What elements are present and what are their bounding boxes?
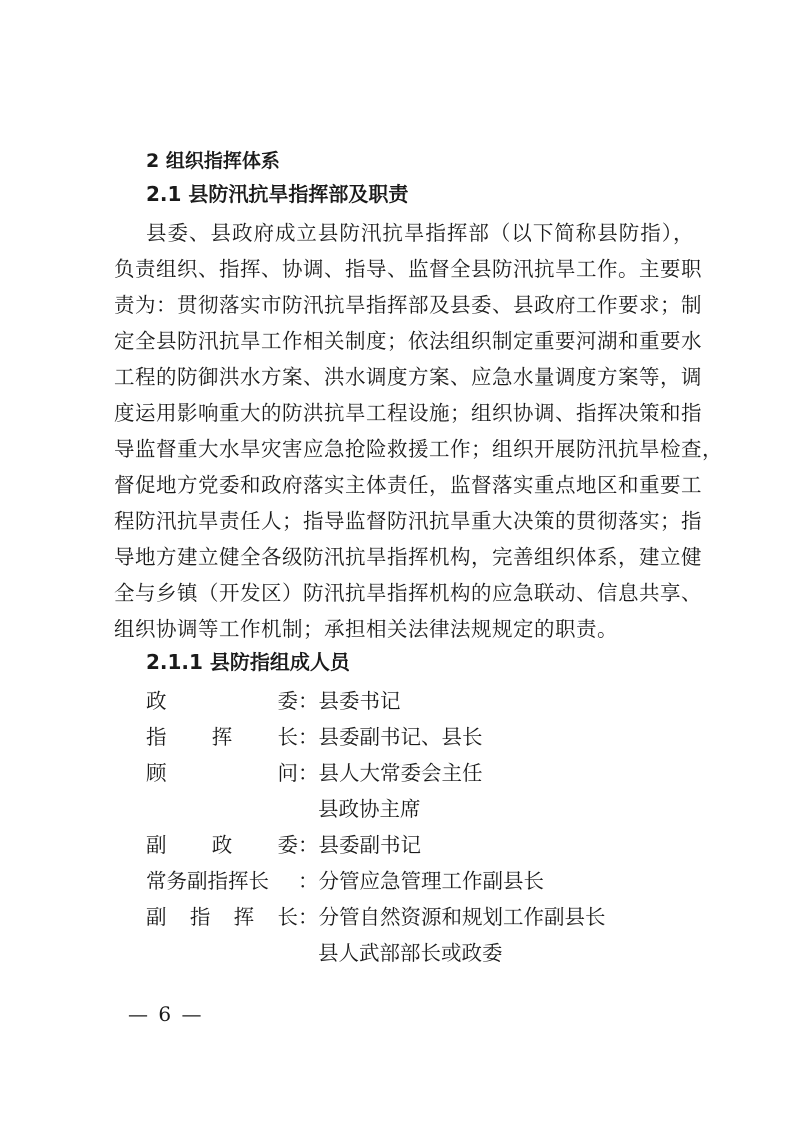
role-char: 长 — [277, 905, 298, 929]
paragraph-line: 度运用影响重大的防洪抗旱工程设施；组织协调、指挥决策和指 — [114, 401, 702, 425]
role-colon: ： — [298, 689, 319, 713]
member-names — [298, 755, 483, 827]
paragraph-line: 组织协调等工作机制；承担相关法律法规规定的职责。 — [114, 617, 618, 641]
paragraph-line: 督促地方党委和政府落实主体责任，监督落实重点地区和重要工 — [114, 473, 702, 497]
paragraph-line: 程防汛抗旱责任人；指导监督防汛抗旱重大决策的贯彻落实；指 — [114, 509, 702, 533]
member-role — [146, 827, 298, 863]
member-names — [298, 683, 401, 719]
member-name: 分管自然资源和规划工作副县长 — [318, 905, 606, 929]
paragraph-line: 工程的防御洪水方案、洪水调度方案、应急水量调度方案等，调 — [114, 365, 702, 389]
member-row-political-commissar — [146, 683, 666, 719]
member-role — [146, 719, 298, 755]
role-colon: ： — [298, 725, 319, 749]
role-char: 顾 — [146, 761, 167, 785]
role-char: 委 — [277, 689, 298, 713]
role-colon: ： — [298, 833, 319, 857]
member-role — [146, 755, 298, 791]
responsibilities-paragraph — [114, 215, 723, 647]
role-char: 挥 — [211, 725, 233, 749]
member-list — [146, 683, 666, 971]
role-char: 常务副指挥长 — [146, 869, 269, 893]
role-char: 挥 — [233, 905, 255, 929]
member-role — [146, 683, 298, 719]
member-row-deputy-political-commissar — [146, 827, 666, 863]
member-name: 县委副书记、县长 — [318, 725, 483, 749]
role-char: 副 — [146, 833, 167, 857]
section-heading: 2 组织指挥体系 — [146, 150, 280, 172]
member-names — [298, 863, 544, 899]
member-row-commander — [146, 719, 666, 755]
members-heading: 2.1.1 县防指组成人员 — [146, 650, 350, 674]
role-colon: ： — [298, 761, 319, 785]
member-name: 县政协主席 — [318, 797, 421, 821]
paragraph-line: 县委、县政府成立县防汛抗旱指挥部（以下简称县防指）， — [146, 221, 694, 245]
member-row-advisor — [146, 755, 666, 827]
member-name: 县委书记 — [318, 689, 401, 713]
role-colon: ： — [298, 905, 319, 929]
subsection-heading: 2.1 县防汛抗旱指挥部及职责 — [146, 182, 409, 206]
member-row-deputy-commander — [146, 899, 666, 971]
paragraph-line: 责为：贯彻落实市防汛抗旱指挥部及县委、县政府工作要求；制 — [114, 293, 702, 317]
member-names — [298, 719, 483, 755]
role-char: 副 — [146, 905, 167, 929]
member-names — [298, 827, 421, 863]
member-name: 县人大常委会主任 — [318, 761, 483, 785]
paragraph-line: 定全县防汛抗旱工作相关制度；依法组织制定重要河湖和重要水 — [114, 329, 702, 353]
paragraph-line: 导地方建立健全各级防汛抗旱指挥机构，完善组织体系，建立健 — [114, 545, 702, 569]
role-char: 政 — [146, 689, 167, 713]
role-colon: ： — [298, 869, 319, 893]
role-char: 长 — [277, 725, 298, 749]
role-char: 政 — [211, 833, 233, 857]
member-role — [146, 863, 298, 899]
member-name: 分管应急管理工作副县长 — [318, 869, 544, 893]
paragraph-line: 全与乡镇（开发区）防汛抗旱指挥机构的应急联动、信息共享、 — [114, 581, 702, 605]
role-char: 指 — [189, 905, 211, 929]
role-char: 问 — [277, 761, 298, 785]
role-char: 指 — [146, 725, 167, 749]
member-name: 县人武部部长或政委 — [318, 941, 503, 965]
page-number: — 6 — — [128, 1002, 204, 1026]
member-row-executive-deputy-commander — [146, 863, 666, 899]
paragraph-line: 导监督重大水旱灾害应急抢险救援工作；组织开展防汛抗旱检查， — [114, 437, 723, 461]
member-names — [298, 899, 606, 971]
role-char: 委 — [277, 833, 298, 857]
member-name: 县委副书记 — [318, 833, 421, 857]
paragraph-line: 负责组织、指挥、协调、指导、监督全县防汛抗旱工作。主要职 — [114, 257, 702, 281]
member-role — [146, 899, 298, 935]
